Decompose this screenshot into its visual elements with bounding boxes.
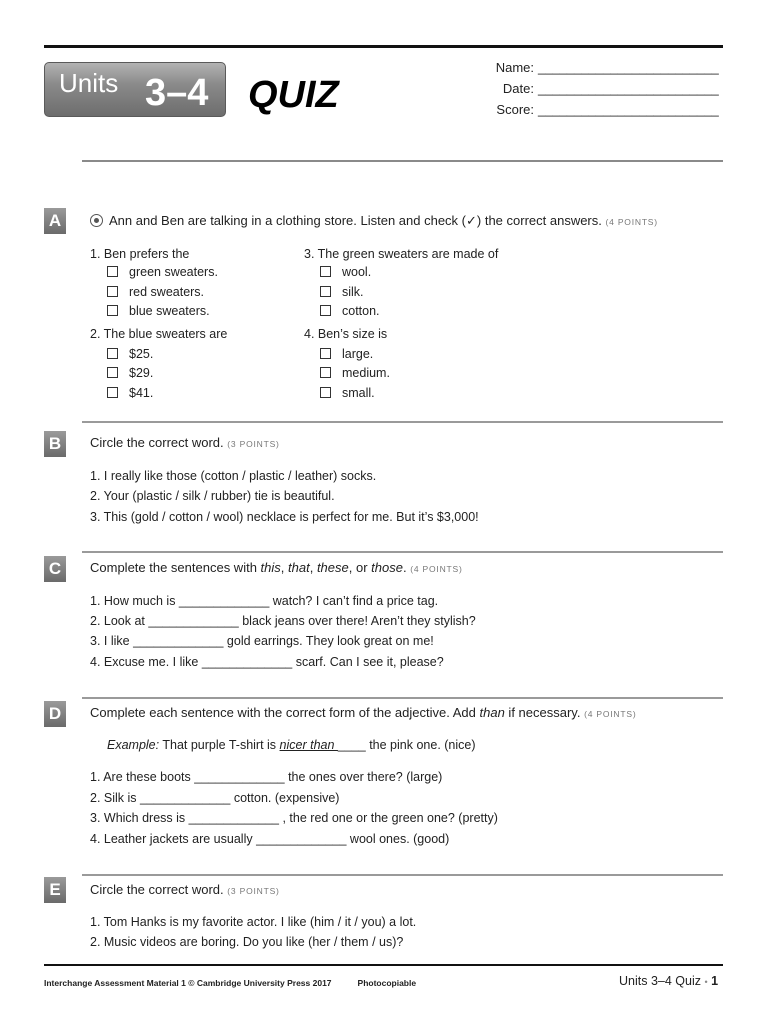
section-divider [82,697,723,699]
section-b-letter: B [44,431,66,457]
item-e2: 2. Music videos are boring. Do you like (her / them / us)? [90,935,404,949]
section-c-instruction: Complete the sentences with this, that, these, or those. (4 POINTS) [90,560,463,575]
question-a3: 3. The green sweaters are made of [304,247,499,261]
checkbox[interactable] [107,305,118,316]
audio-cd-icon[interactable] [90,214,103,227]
item-e1: 1. Tom Hanks is my favorite actor. I like (him / it / you) a lot. [90,915,417,929]
option-a1-2[interactable]: red sweaters. [107,285,204,299]
option-a3-3[interactable]: cotton. [320,304,380,318]
section-d-letter: D [44,701,66,727]
item-b3: 3. This (gold / cotton / wool) necklace is perfect for me. But it’s $3,000! [90,510,479,524]
example-answer: nicer than [279,738,338,752]
badge-units-number: 3–4 [145,72,209,114]
checkbox[interactable] [320,367,331,378]
example-d: Example: That purple T-shirt is nicer than ____ the pink one. (nice) [107,738,476,752]
section-e-instruction-text: Circle the correct word. [90,882,224,897]
option-a1-3[interactable]: blue sweaters. [107,304,210,318]
section-b-instruction-text: Circle the correct word. [90,435,224,450]
checkbox[interactable] [320,286,331,297]
option-a4-2[interactable]: medium. [320,366,390,380]
name-label: Name: [495,60,534,75]
option-a2-2[interactable]: $29. [107,366,153,380]
option-a4-1[interactable]: large. [320,347,373,361]
header-divider [82,160,723,162]
section-c-letter: C [44,556,66,582]
footer-copyright: Interchange Assessment Material 1 © Cambridge University Press 2017 Photocopiable [44,978,417,988]
section-b-instruction [90,435,280,450]
checkbox[interactable] [107,367,118,378]
item-c3: 3. I like _____________ gold earrings. They look great on me! [90,634,434,648]
page-number: 1 [711,974,719,988]
section-divider [82,874,723,876]
item-d2: 2. Silk is _____________ cotton. (expensive) [90,791,340,805]
checkbox[interactable] [320,266,331,277]
item-d3: 3. Which dress is _____________ , the red one or the green one? (pretty) [90,811,498,825]
page-title: QUIZ [248,74,339,116]
section-a-instruction [90,213,658,229]
question-a2: 2. The blue sweaters are [90,327,228,341]
units-badge [44,62,226,117]
item-b2: 2. Your (plastic / silk / rubber) tie is beautiful. [90,489,335,503]
section-e-instruction [90,882,280,897]
checkbox[interactable] [320,305,331,316]
option-a3-1[interactable]: wool. [320,265,371,279]
question-a1: 1. Ben prefers the [90,247,190,261]
item-c4: 4. Excuse me. I like _____________ scarf. Can I see it, please? [90,655,444,669]
checkbox[interactable] [107,348,118,359]
score-field[interactable]: _________________________ [538,102,719,117]
footer-page-label: Units 3–4 Quiz • 1 [619,974,719,988]
item-d4: 4. Leather jackets are usually _____________ wool ones. (good) [90,832,450,846]
section-a-points: (4 POINTS) [605,217,658,227]
footer-rule [44,964,723,966]
item-c2: 2. Look at _____________ black jeans over there! Aren’t they stylish? [90,614,476,628]
checkbox[interactable] [320,348,331,359]
section-divider [82,551,723,553]
item-d1: 1. Are these boots _____________ the ones over there? (large) [90,770,443,784]
section-e-letter: E [44,877,66,903]
checkbox[interactable] [107,387,118,398]
badge-units-label: Units [59,68,119,98]
section-e-points: (3 POINTS) [227,886,280,896]
checkbox[interactable] [107,286,118,297]
option-a2-1[interactable]: $25. [107,347,153,361]
date-field[interactable]: _________________________ [538,81,719,96]
option-a3-2[interactable]: silk. [320,285,364,299]
footer-photocopiable: Photocopiable [357,978,417,988]
section-divider [82,421,723,423]
item-b1: 1. I really like those (cotton / plastic / leather) socks. [90,469,377,483]
question-a4: 4. Ben’s size is [304,327,388,341]
section-a-letter: A [44,208,66,234]
checkbox[interactable] [107,266,118,277]
section-d-points: (4 POINTS) [584,709,637,719]
option-a1-1[interactable]: green sweaters. [107,265,218,279]
score-label: Score: [496,102,534,117]
item-c1: 1. How much is _____________ watch? I can’t find a price tag. [90,594,439,608]
section-b-points: (3 POINTS) [227,439,280,449]
name-field[interactable]: _________________________ [538,60,719,75]
section-d-instruction: Complete each sentence with the correct form of the adjective. Add than if necessary. (4 POINTS) [90,705,637,720]
section-c-points: (4 POINTS) [410,564,463,574]
checkbox[interactable] [320,387,331,398]
option-a2-3[interactable]: $41. [107,386,153,400]
option-a4-3[interactable]: small. [320,386,375,400]
section-a-instruction-text: Ann and Ben are talking in a clothing store. Listen and check (✓) the correct answers. [109,213,602,228]
top-rule [44,45,723,48]
date-label: Date: [502,81,534,96]
